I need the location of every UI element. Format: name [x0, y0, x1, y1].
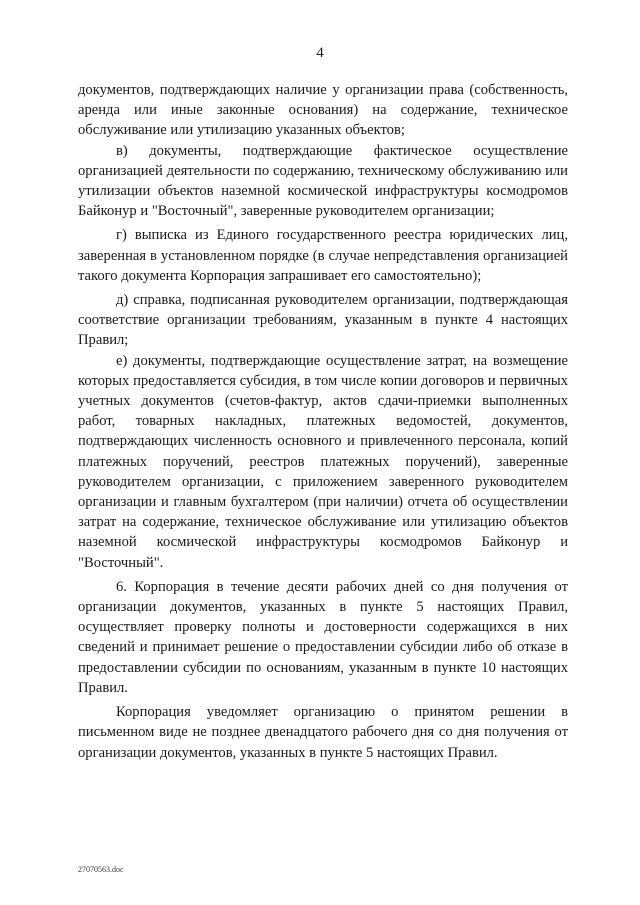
paragraph-notification: Корпорация уведомляет организацию о принятом решении в письменном виде не позднее двенадцатого рабочего дня со дня получения от организации документов, указанных в пункте 5 настоящих Правил. [78, 704, 568, 761]
file-name-footer: 27070563.doc [78, 865, 124, 874]
paragraph-item-d: д) справка, подписанная руководителем организации, подтверждающая соответствие организации требованиям, указанным в пункте 4 настоящих Правил; [78, 292, 568, 349]
paragraph-item-g: г) выписка из Единого государственного реестра юридических лиц, заверенная в установленном порядке (в случае непредставления организацией такого документа Корпорация запрашивает его самостоятельно); [78, 227, 568, 284]
document-body [78, 80, 568, 763]
page-number: 4 [316, 45, 324, 61]
paragraph-item-v: в) документы, подтверждающие фактическое осуществление организацией деятельности по содержанию, техническому обслуживанию или утилизации объектов наземной космической инфраструктуры космодромов Байконур и "Восточный", заверенные руководителем организации; [78, 142, 568, 220]
paragraph-item-e: е) документы, подтверждающие осуществление затрат, на возмещение которых предоставляется субсидия, в том числе копии договоров и первичных учетных документов (счетов-фактур, актов сдачи-приемки выполненных работ, товарных накладных, платежных ведомостей, документов, подтверждающих численность основного и привлеченного персонала, копий платежных поручений, реестров платежных поручений), заверенные руководителем организации, с приложением заверенного руководителем организации и главным бухгалтером (при наличии) отчета об осуществлении затрат на содержание, техническое обслуживание или утилизацию объектов наземной космической инфраструктуры космодромов Байконур и "Восточный". [78, 352, 568, 571]
paragraph-continuation: документов, подтверждающих наличие у организации права (собственность, аренда или иные законные основания) на содержание, техническое обслуживание или утилизацию указанных объектов; [78, 82, 568, 139]
paragraph-section-6: 6. Корпорация в течение десяти рабочих дней со дня получения от организации документов, указанных в пункте 5 настоящих Правил, осуществляет проверку полноты и достоверности содержащихся в них сведений и принимает решение о предоставлении субсидии либо об отказе в предоставлении субсидии по основаниям, указанным в пункте 10 настоящих Правил. [78, 578, 568, 696]
